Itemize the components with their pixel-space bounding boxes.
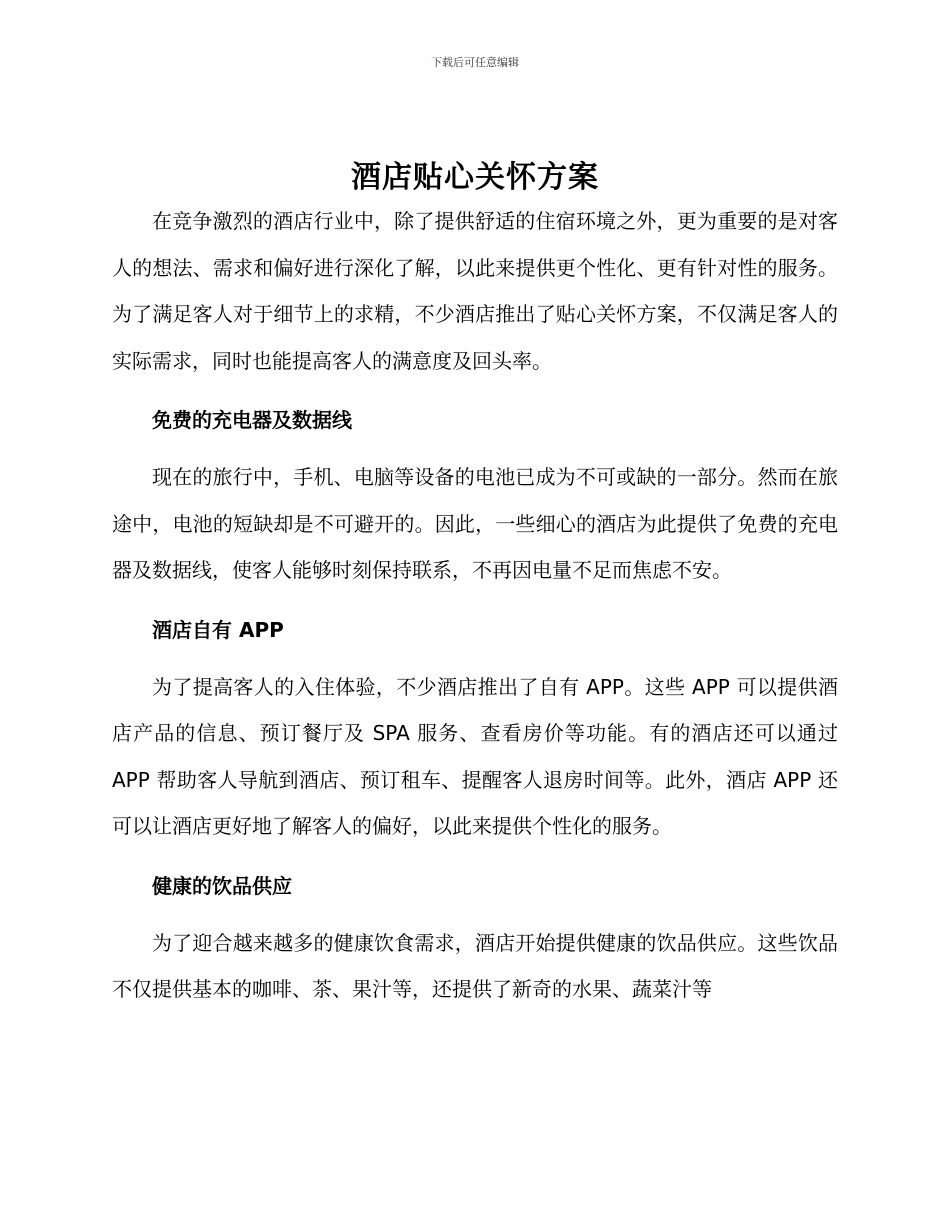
section-heading-charger: 免费的充电器及数据线 (152, 408, 352, 432)
section-paragraph-app: 为了提高客人的入住体验，不少酒店推出了自有 APP。这些 APP 可以提供酒店产品的信息、预订餐厅及 SPA 服务、查看房价等功能。有的酒店还可以通过 APP 帮助客人导航到酒店、预订租车、提醒客人退房时间等。此外，酒店 APP 还可以让酒店更好地了解客人的偏好，以此来提供个性化的服务。 (112, 674, 838, 838)
section-heading-app: 酒店自有 APP (152, 617, 284, 642)
header-note: 下载后可任意编辑 (431, 56, 519, 69)
section-paragraph-drinks: 为了迎合越来越多的健康饮食需求，酒店开始提供健康的饮品供应。这些饮品不仅提供基本的咖啡、茶、果汁等，还提供了新奇的水果、蔬菜汁等 (112, 930, 838, 1001)
section-paragraph-charger: 现在的旅行中，手机、电脑等设备的电池已成为不可或缺的一部分。然而在旅途中，电池的短缺却是不可避开的。因此，一些细心的酒店为此提供了免费的充电器及数据线，使客人能够时刻保持联系，不再因电量不足而焦虑不安。 (112, 465, 838, 582)
section-heading-drinks: 健康的饮品供应 (152, 873, 292, 898)
document-title: 酒店贴心关怀方案 (351, 160, 599, 195)
document-body (112, 198, 838, 1013)
intro-paragraph: 在竞争激烈的酒店行业中，除了提供舒适的住宿环境之外，更为重要的是对客人的想法、需求和偏好进行深化了解，以此来提供更个性化、更有针对性的服务。为了满足客人对于细节上的求精，不少酒店推出了贴心关怀方案，不仅满足客人的实际需求，同时也能提高客人的满意度及回头率。 (112, 209, 838, 373)
